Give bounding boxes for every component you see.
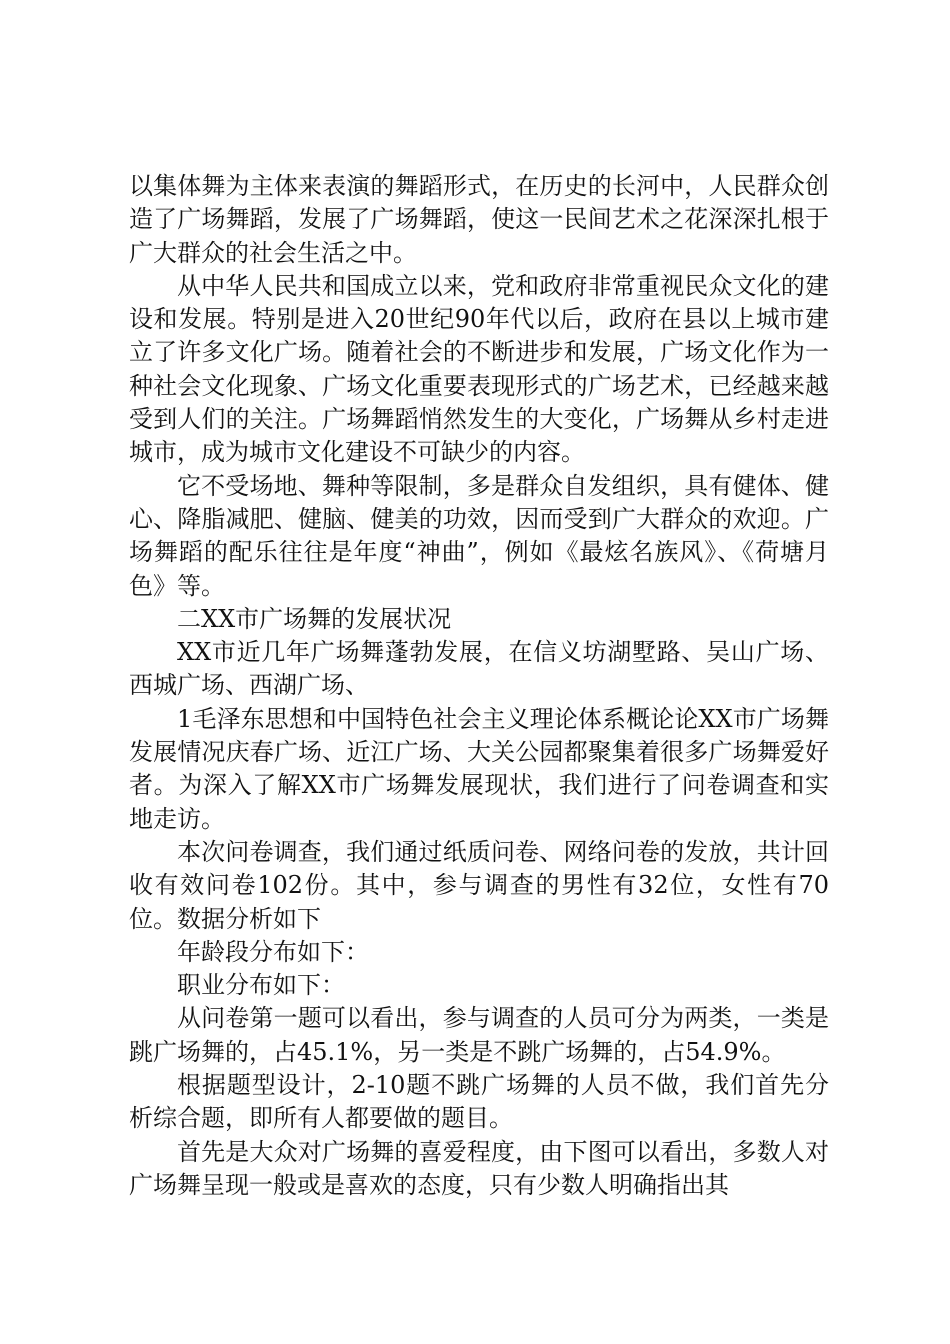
paragraph-intro-continued: 以集体舞为主体来表演的舞蹈形式，在历史的长河中，人民群众创造了广场舞蹈，发展了广场舞蹈，使这一民间艺术之花深深扎根于广大群众的社会生活之中。 (129, 172, 829, 267)
paragraph-survey-intro: 1毛泽东思想和中国特色社会主义理论体系概论论XX市广场舞发展情况庆春广场、近江广场、大关公园都聚集着很多广场舞爱好者。为深入了解XX市广场舞发展现状，我们进行了问卷调查和实地走访。 (129, 704, 829, 833)
paragraph-survey-stats: 本次问卷调查，我们通过纸质问卷、网络问卷的发放，共计回收有效问卷102份。其中，参与调查的男性有32位，女性有70位。数据分析如下 (129, 837, 829, 933)
paragraph-occupation-distribution: 职业分布如下： (177, 971, 345, 1000)
paragraph-question-one: 从问卷第一题可以看出，参与调查的人员可分为两类，一类是跳广场舞的，占45.1%，另一类是不跳广场舞的，占54.9%。 (129, 1004, 829, 1066)
section-heading: 二XX市广场舞的发展状况 (177, 604, 452, 633)
paragraph-cultural-history: 从中华人民共和国成立以来，党和政府非常重视民众文化的建设和发展。特别是进入20世纪90年代以后，政府在县以上城市建立了许多文化广场。随着社会的不断进步和发展，广场文化作为一种社会文化现象、广场文化重要表现形式的广场艺术，已经越来越受到人们的关注。广场舞蹈悄然发生的大变化，广场舞从乡村走进城市，成为城市文化建设不可缺少的内容。 (129, 271, 829, 467)
paragraph-locations: XX市近几年广场舞蓬勃发展，在信义坊湖墅路、吴山广场、西城广场、西湖广场、 (129, 638, 829, 700)
paragraph-question-design: 根据题型设计，2-10题不跳广场舞的人员不做，我们首先分析综合题，即所有人都要做的题目。 (129, 1071, 829, 1133)
paragraph-benefits: 它不受场地、舞种等限制，多是群众自发组织，具有健体、健心、降脂减肥、健脑、健美的功效，因而受到广大群众的欢迎。广场舞蹈的配乐往往是年度“神曲”，例如《最炫名族风》、《荷塘月色》等。 (129, 471, 829, 600)
paragraph-preference: 首先是大众对广场舞的喜爱程度，由下图可以看出，多数人对广场舞呈现一般或是喜欢的态度，只有少数人明确指出其 (129, 1137, 829, 1199)
document-body (129, 170, 829, 1202)
paragraph-age-distribution: 年龄段分布如下： (177, 937, 369, 966)
